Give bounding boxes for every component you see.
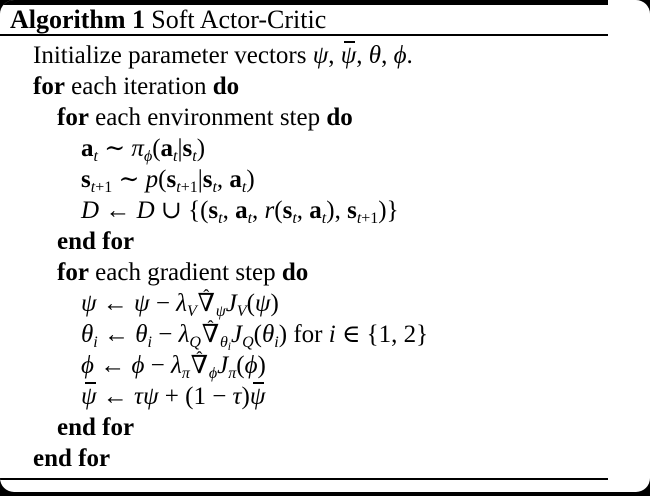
algorithm-line: end for xyxy=(57,228,135,255)
algorithm-line: Initialize parameter vectors ψ, ψ, θ, ϕ. xyxy=(33,42,413,69)
algorithm-name: Soft Actor-Critic xyxy=(151,5,327,34)
title-separator-rule xyxy=(0,34,608,36)
algorithm-line: end for xyxy=(57,414,135,441)
algorithm-line: at ∼ πϕ(at|st) xyxy=(81,135,206,165)
algorithm-line: end for xyxy=(33,445,111,472)
algorithm-title xyxy=(0,6,326,34)
algorithm-line: ϕ ← ϕ − λπ∇ ˆϕJπ(ϕ) xyxy=(0,350,650,381)
algorithm-line: for each iteration do xyxy=(33,73,240,100)
algorithm-label: Algorithm 1 xyxy=(10,5,146,34)
algorithm-line: θi ← θi − λQ∇ ˆθ$_i$JQ(θi) for i ∈ {1, 2} xyxy=(0,319,650,350)
algorithm-line: D ← D ∪ {(st, at, r(st, at), st+1)} xyxy=(81,197,399,227)
algorithm-line: ψ ← τψ + (1 − τ)ψ xyxy=(81,383,266,410)
bottom-rule xyxy=(0,478,608,480)
algorithm-line: for each gradient step do xyxy=(57,259,309,286)
algorithm-line: ψ ← ψ − λV∇ ˆψJV(ψ) xyxy=(0,288,650,319)
algorithm-line: st+1 ∼ p(st+1|st, at) xyxy=(81,166,255,196)
algorithm-line: for each environment step do xyxy=(57,104,353,131)
algorithm-body xyxy=(0,40,650,474)
